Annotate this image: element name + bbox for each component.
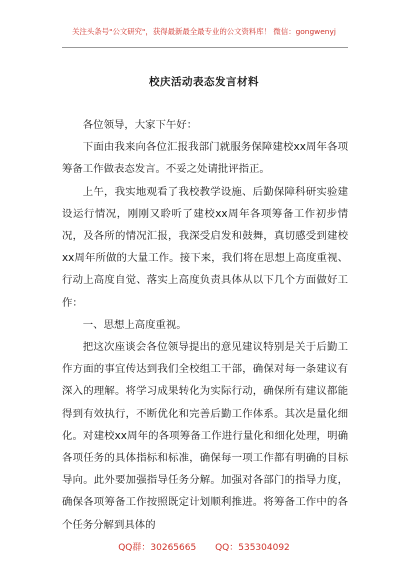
footer-contact — [0, 540, 408, 553]
document-body — [62, 114, 348, 536]
paragraph-2: 上午，我实地观看了我校教学设施、后勤保障科研实验建设运行情况，刚刚又聆听了建校xx周年各项筹备工作初步情况，及各所的情况汇报，我深受启发和鼓舞，真切感受到建校xx周年所做的大量工作。接下来，我们将在思想上高度重视、行动上高度自觉、落实上高度负责具体从以下几个方面做好工作： — [62, 185, 348, 309]
footer-qq-group: QQ群：30265665 — [118, 543, 197, 553]
footer-qq: QQ：535304092 — [215, 543, 290, 553]
salutation: 各位领导，大家下午好： — [82, 119, 198, 131]
document-title: 校庆活动表态发言材料 — [149, 76, 259, 88]
header-promo-note: 关注头条号"公文研究"，获得最新最全最专业的公文资料库！ 微信：gongwenyj — [72, 27, 336, 36]
section-heading-1: 一、思想上高度重视。 — [82, 318, 187, 331]
header-divider — [62, 47, 348, 48]
paragraph-3: 把这次座谈会各位领导提出的意见建议特别是关于后勤工作方面的事宜传达到我们全校组工干部，确保对每一条建议有深入的理解。将学习成果转化为实际行动，确保所有建议都能得到有效执行，不断优化和完善后勤工作体系。其次是量化细化。对建校xx周年的各项筹备工作进行量化和细化处理，明确各项任务的具体指标和标准，确保每一项工作都有明确的目标导向。此外要加强指导任务分解。加强对各部门的指导力度，确保各项筹备工作按照既定计划顺利推进。将筹备工作中的各个任务分解到具体的 — [62, 341, 348, 531]
paragraph-1: 下面由我来向各位汇报我部门就服务保障建校xx周年各项筹备工作做表态发言。不妥之处请批评指正。 — [62, 141, 348, 176]
